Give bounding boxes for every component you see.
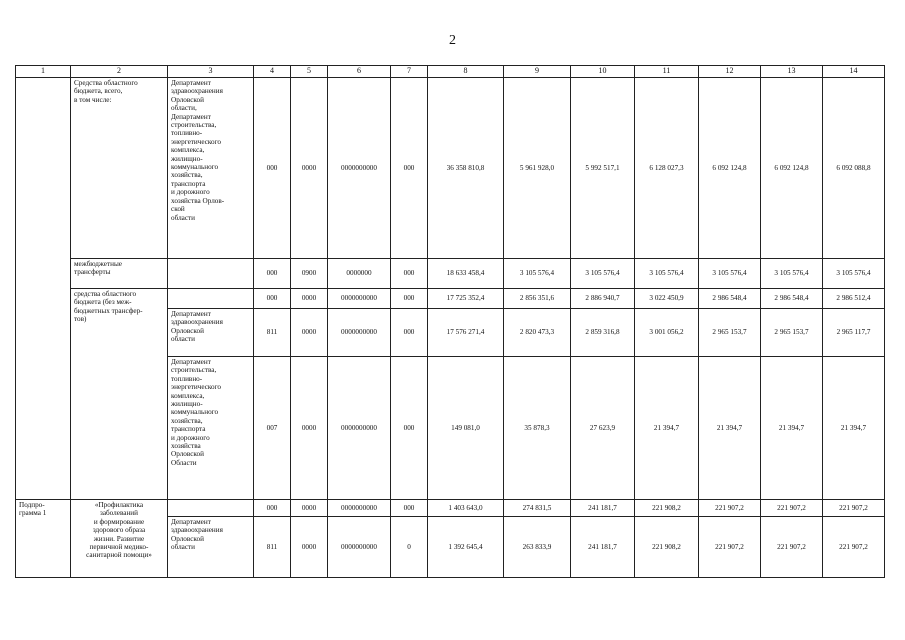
- row-title: средства областного бюджета (без меж- бюджетных трансфер- тов): [71, 289, 168, 500]
- amount-cell: 17 576 271,4: [428, 309, 504, 357]
- page-number: 2: [449, 33, 456, 48]
- executor-cell: Департамент здравоохранения Орловской области: [168, 309, 254, 357]
- executor-cell: Департамент строительства, топливно- энергетического комплекса, жилищно- коммунального хозяйства, транспорта и дорожного хозяйства Орловской Области: [168, 357, 254, 500]
- amount-cell: 5 961 928,0: [504, 78, 571, 259]
- amount-cell: 6 092 088,8: [823, 78, 885, 259]
- header-cell: 8: [428, 66, 504, 78]
- amount-cell: 221 908,2: [635, 500, 699, 517]
- header-cell: 14: [823, 66, 885, 78]
- amount-cell: 35 878,3: [504, 357, 571, 500]
- code-cell: 0000000000: [328, 78, 391, 259]
- amount-cell: 3 105 576,4: [504, 259, 571, 289]
- code-cell: 0000: [291, 78, 328, 259]
- executor-cell: [168, 500, 254, 517]
- amount-cell: 27 623,9: [571, 357, 635, 500]
- amount-cell: 21 394,7: [699, 357, 761, 500]
- table-row: [16, 289, 885, 309]
- amount-cell: 2 965 153,7: [699, 309, 761, 357]
- code-cell: 0000: [291, 500, 328, 517]
- budget-table: [15, 65, 885, 578]
- executor-cell: Департамент здравоохранения Орловской области, Департамент строительства, топливно- энергетического комплекса, жилищно- коммунального хозяйства, транспорта и дорожного хозяйства Орлов- ской области: [168, 78, 254, 259]
- code-cell: 0000000000: [328, 309, 391, 357]
- amount-cell: 221 907,2: [823, 500, 885, 517]
- code-cell: 0000: [291, 517, 328, 578]
- amount-cell: 5 992 517,1: [571, 78, 635, 259]
- code-cell: 000: [391, 259, 428, 289]
- code-cell: 0000000000: [328, 289, 391, 309]
- amount-cell: 2 965 117,7: [823, 309, 885, 357]
- amount-cell: 221 907,2: [823, 517, 885, 578]
- code-cell: 0000000: [328, 259, 391, 289]
- row-title: «Профилактика заболеваний и формирование здорового образа жизни. Развитие первичной медико- санитарной помощи»: [71, 500, 168, 578]
- code-cell: 000: [254, 259, 291, 289]
- code-cell: 0000: [291, 309, 328, 357]
- amount-cell: 221 907,2: [761, 517, 823, 578]
- header-cell: 5: [291, 66, 328, 78]
- amount-cell: 1 392 645,4: [428, 517, 504, 578]
- amount-cell: 274 831,5: [504, 500, 571, 517]
- header-cell: 11: [635, 66, 699, 78]
- amount-cell: 241 181,7: [571, 517, 635, 578]
- header-cell: 4: [254, 66, 291, 78]
- code-cell: 0000: [291, 289, 328, 309]
- code-cell: 000: [391, 500, 428, 517]
- amount-cell: 18 633 458,4: [428, 259, 504, 289]
- header-cell: 10: [571, 66, 635, 78]
- amount-cell: 36 358 810,8: [428, 78, 504, 259]
- row-title: межбюджетные трансферты: [71, 259, 168, 289]
- table-row: [16, 500, 885, 517]
- code-cell: 000: [254, 500, 291, 517]
- program-cell: [16, 78, 71, 500]
- amount-cell: 2 986 512,4: [823, 289, 885, 309]
- amount-cell: 21 394,7: [635, 357, 699, 500]
- header-cell: 9: [504, 66, 571, 78]
- amount-cell: 3 105 576,4: [823, 259, 885, 289]
- executor-cell: [168, 289, 254, 309]
- header-cell: 7: [391, 66, 428, 78]
- header-cell: 12: [699, 66, 761, 78]
- code-cell: 0000000000: [328, 500, 391, 517]
- code-cell: 811: [254, 517, 291, 578]
- amount-cell: 2 856 351,6: [504, 289, 571, 309]
- subprogram-label: Подпро- грамма 1: [16, 500, 71, 578]
- amount-cell: 3 022 450,9: [635, 289, 699, 309]
- amount-cell: 3 105 576,4: [761, 259, 823, 289]
- code-cell: 007: [254, 357, 291, 500]
- amount-cell: 2 986 548,4: [761, 289, 823, 309]
- amount-cell: 1 403 643,0: [428, 500, 504, 517]
- header-row: [16, 66, 885, 78]
- table-row: [16, 259, 885, 289]
- amount-cell: 149 081,0: [428, 357, 504, 500]
- amount-cell: 3 001 056,2: [635, 309, 699, 357]
- table-row: [16, 78, 885, 259]
- amount-cell: 21 394,7: [823, 357, 885, 500]
- amount-cell: 3 105 576,4: [699, 259, 761, 289]
- code-cell: 0000000000: [328, 357, 391, 500]
- row-title: Средства областного бюджета, всего, в том числе:: [71, 78, 168, 259]
- code-cell: 000: [391, 309, 428, 357]
- amount-cell: 263 833,9: [504, 517, 571, 578]
- amount-cell: 3 105 576,4: [571, 259, 635, 289]
- code-cell: 000: [391, 78, 428, 259]
- code-cell: 000: [254, 289, 291, 309]
- code-cell: 000: [391, 289, 428, 309]
- header-cell: 13: [761, 66, 823, 78]
- code-cell: 0900: [291, 259, 328, 289]
- header-cell: 2: [71, 66, 168, 78]
- code-cell: 0000000000: [328, 517, 391, 578]
- amount-cell: 2 886 940,7: [571, 289, 635, 309]
- amount-cell: 221 908,2: [635, 517, 699, 578]
- amount-cell: 2 986 548,4: [699, 289, 761, 309]
- amount-cell: 2 820 473,3: [504, 309, 571, 357]
- amount-cell: 221 907,2: [699, 517, 761, 578]
- amount-cell: 2 859 316,8: [571, 309, 635, 357]
- code-cell: 811: [254, 309, 291, 357]
- code-cell: 0: [391, 517, 428, 578]
- amount-cell: 6 092 124,8: [761, 78, 823, 259]
- executor-cell: Департамент здравоохранения Орловской области: [168, 517, 254, 578]
- amount-cell: 221 907,2: [699, 500, 761, 517]
- code-cell: 0000: [291, 357, 328, 500]
- executor-cell: [168, 259, 254, 289]
- amount-cell: 241 181,7: [571, 500, 635, 517]
- amount-cell: 6 128 027,3: [635, 78, 699, 259]
- amount-cell: 17 725 352,4: [428, 289, 504, 309]
- header-cell: 6: [328, 66, 391, 78]
- code-cell: 000: [391, 357, 428, 500]
- amount-cell: 6 092 124,8: [699, 78, 761, 259]
- header-cell: 3: [168, 66, 254, 78]
- header-cell: 1: [16, 66, 71, 78]
- amount-cell: 21 394,7: [761, 357, 823, 500]
- amount-cell: 2 965 153,7: [761, 309, 823, 357]
- code-cell: 000: [254, 78, 291, 259]
- amount-cell: 3 105 576,4: [635, 259, 699, 289]
- amount-cell: 221 907,2: [761, 500, 823, 517]
